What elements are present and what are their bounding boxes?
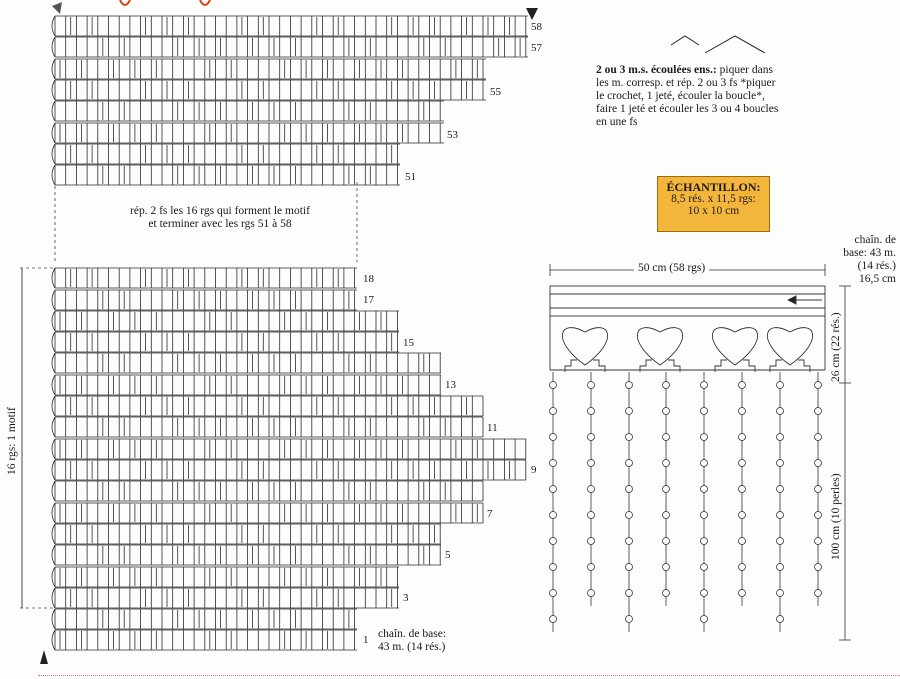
sample-line1: 8,5 rés. x 11,5 rgs:: [671, 193, 756, 205]
row-number-9: 9: [531, 464, 537, 476]
row-number-18: 18: [363, 273, 374, 285]
curtain-schematic: [550, 286, 825, 370]
motif-label: 16 rgs: 1 motif: [6, 407, 18, 475]
row-number-51: 51: [405, 171, 416, 183]
schematic-base-note: [820, 234, 896, 286]
legend-line3: le crochet, 1 jeté, écouler la boucle*,: [596, 90, 765, 102]
sample-title: ÉCHANTILLON:: [666, 180, 761, 194]
repeat-note-line2: et terminer avec les rgs 51 à 58: [148, 218, 292, 230]
start-arrow-icon: [40, 650, 48, 664]
row-number-1: 1: [363, 634, 369, 646]
schematic-base-line3: (14 rés.): [857, 260, 896, 272]
top-arrow-icon: [526, 8, 538, 20]
dimension-lines: [550, 264, 851, 640]
stitch-legend: [596, 64, 826, 129]
row-number-17: 17: [363, 294, 374, 306]
schematic-base-line1: chaîn. de: [854, 234, 896, 246]
legend-line5: en une fs: [596, 116, 638, 128]
row-number-13: 13: [445, 379, 456, 391]
legend-line4: faire 1 jeté et écouler les 3 ou 4 boucles: [596, 103, 779, 115]
heart-motifs: [562, 328, 812, 372]
chart-grid-bottom: [52, 268, 526, 650]
width-label: 50 cm (58 rgs): [634, 262, 709, 275]
page-rule: [38, 675, 900, 676]
stitch-symbol-icons: [671, 36, 765, 53]
schematic-base-line4: 16,5 cm: [858, 273, 896, 285]
direction-arrow-icon: [788, 296, 796, 304]
repeat-note-line1: rép. 2 fs les 16 rgs qui forment le motif: [130, 205, 310, 217]
height-lower-label: 100 cm (10 perles): [830, 473, 842, 560]
legend-title: 2 ou 3 m.s. écoulées ens.:: [596, 64, 717, 76]
row-number-15: 15: [403, 337, 414, 349]
row-number-11: 11: [487, 422, 498, 434]
legend-line2: les m. corresp. et rép. 2 ou 3 fs *piquer: [596, 77, 776, 89]
corner-arrow-icon: [52, 2, 62, 14]
height-upper-label: 26 cm (22 rés.): [830, 312, 842, 382]
legend-line1: piquer dans: [716, 64, 773, 76]
row-number-7: 7: [487, 508, 493, 520]
chart-grid-top: [52, 16, 528, 185]
repeat-note: [100, 205, 340, 231]
row-number-55: 55: [490, 86, 501, 98]
base-chain-line1: chaîn. de base:: [378, 628, 447, 640]
sample-line2: 10 x 10 cm: [687, 205, 740, 217]
row-number-58: 58: [531, 21, 542, 33]
bead-strands: [550, 372, 822, 632]
row-number-53: 53: [447, 129, 458, 141]
base-chain-line2: 43 m. (14 rés.): [378, 641, 446, 653]
base-chain-note: [378, 628, 446, 654]
row-number-5: 5: [445, 549, 451, 561]
schematic-base-line2: base: 43 m.: [843, 247, 896, 259]
row-number-3: 3: [403, 592, 409, 604]
gauge-sample-box: [657, 176, 770, 232]
row-number-57: 57: [531, 42, 542, 54]
